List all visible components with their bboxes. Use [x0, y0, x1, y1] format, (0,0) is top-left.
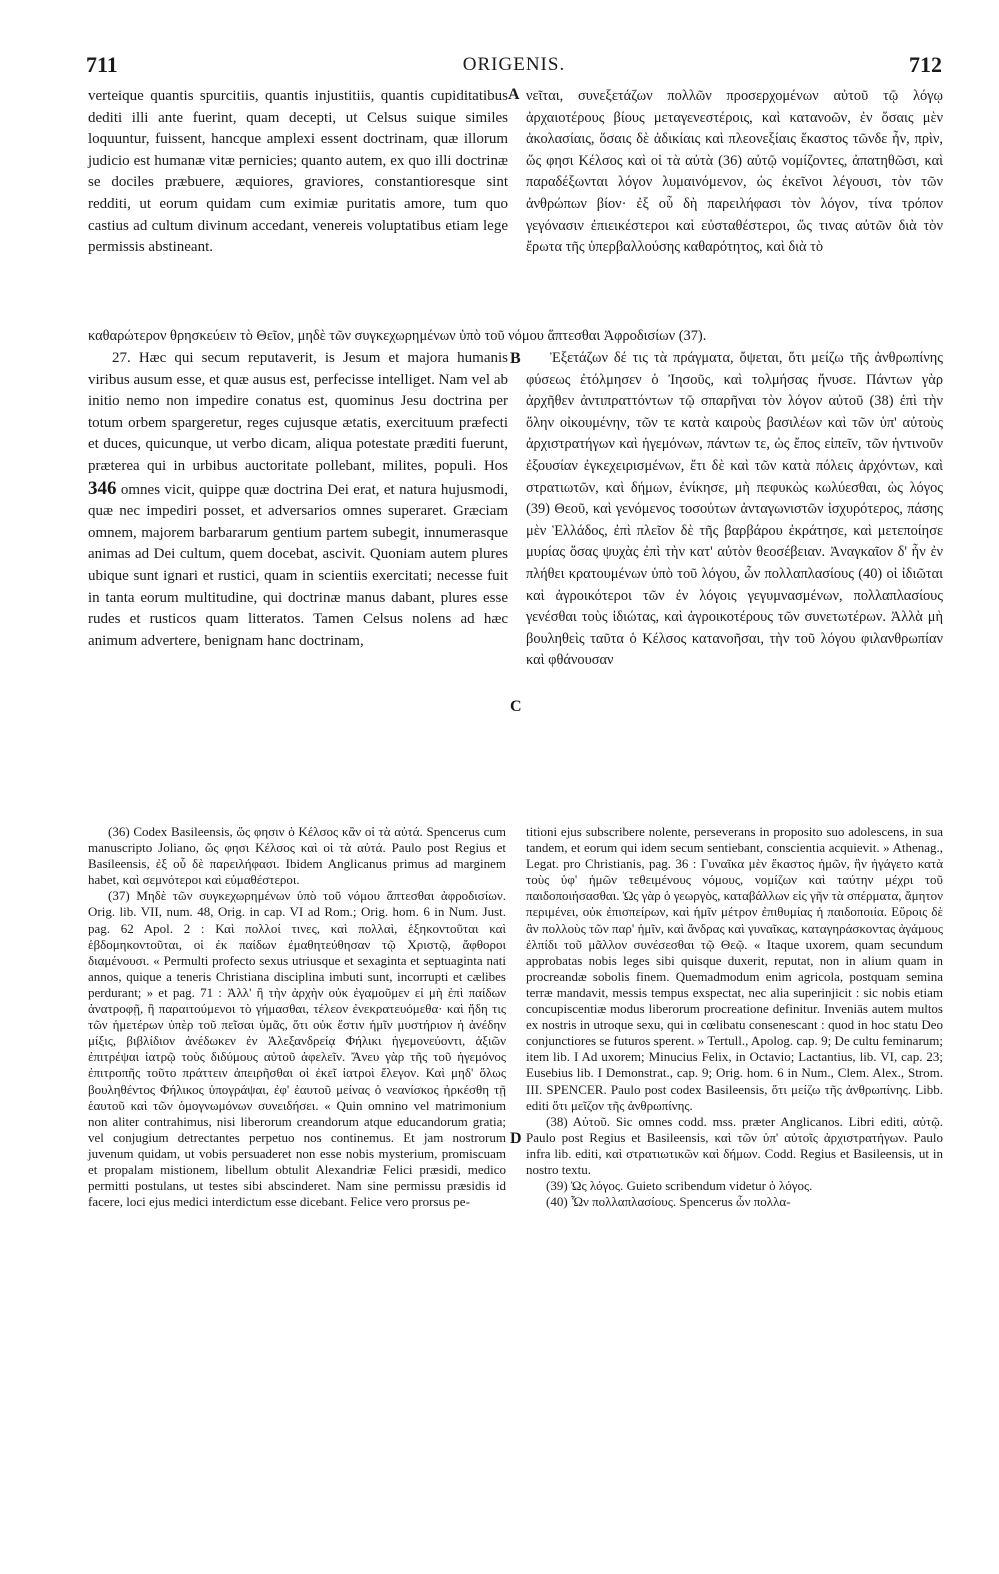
edition-column-number: 346 [88, 477, 117, 499]
margin-letter-c: C [510, 698, 522, 715]
latin-column-top [88, 86, 508, 259]
greek-paragraph-27: Ἐξετάζων δέ τις τὰ πράγματα, ὄψεται, ὅτι μείζω τῆς ἀνθρωπίνης φύσεως ἐτόλμησεν ὁ Ἰησοῦς, καὶ τολμήσας ἤνυσε. Πάντων γὰρ ἀρχῆθεν ἀντιπραττόντων τῷ σπαρῆναι τὸν λόγον αὐτοῦ (38) ἐπὶ τὴν ὅλην οἰκουμένην, τῶν τε κατὰ καιροὺς βασιλέων καὶ τῶν ὑπ' αὐτοὺς ἀρχιστρατήγων καὶ ἡγεμόνων, πάντων τε, ὡς ἔπος εἰπεῖν, τῶν ἡντινοῦν ἐξουσίαν ἐγκεχειρισμένων, ἔτι δὲ καὶ τῶν κατὰ πόλεις ἀρχόντων, καὶ στρατιωτῶν, καὶ δήμων, ἐνίκησε, μὴ πεφυκὼς κωλύεσθαι, ὡς λόγος (39) Θεοῦ, καὶ γενόμενος τοσούτων ἀνταγωνιστῶν ἰσχυρότερος, πάσης μὲν Ἑλλάδος, ἐπὶ πλεῖον δὲ τῆς βαρβάρου ἐκράτησε, καὶ μετεποίησε μυρίας ὅσας ψυχὰς ἐπὶ τὴν κατ' αὐτὸν θεοσέβειαν. Ἀναγκαῖον δ' ἦν ἐν πλήθει κρατουμένων ὑπὸ τοῦ λόγου, ὧν πολλαπλασίους (40) οἱ ἰδιῶται καὶ ἀγροικότεροι τῶν ἐν λόγοις γεγυμνασμένων, πολλαπλασίους γενέσθαι τοὺς ἰδιώτας, καὶ ἀγροικοτέρους τῶν συνετωτέρων. Ἀλλὰ μὴ βουληθεὶς ταῦτα ὁ Κέλσος κατανοῆσαι, τὴν τοῦ λόγου φιλανθρωπίαν καὶ φθάνουσαν [526, 350, 943, 669]
margin-letter-a: A [508, 86, 520, 103]
greek-full-width-line: καθαρώτερον θρησκεύειν τὸ Θεῖον, μηδὲ τῶν συγκεχωρημένων ὑπὸ τοῦ νόμου ἅπτεσθαι Ἀφροδισίων (37). [88, 328, 707, 344]
margin-letter-b: B [510, 350, 521, 367]
footnotes-left [88, 824, 506, 1210]
greek-column-27 [526, 348, 943, 672]
footnote-37: (37) Μηδὲ τῶν συγκεχωρημένων ὑπὸ τοῦ νόμου ἅπτεσθαι ἀφροδισίων. Orig. lib. VII, num. 48, Orig. in cap. VI ad Rom.; Orig. hom. 6 in Num. Just. pag. 62 Apol. 2 : Καὶ πολλοί τινες, καὶ πολλαὶ, ἑξηκοντοῦται καὶ ἑβδομηκοντοῦται, οἱ ἐκ παίδων ἐμαθητεύθησαν τῷ Χριστῷ, ἄφθοροι διαμένουσι. « Permulti profecto sexus utriusque et sexaginta et septuaginta nati annos, quique a teneris Christiana disciplina imbuti sunt, incorrupti et cælibes perdurant; » et pag. 71 : Ἀλλ' ἢ τὴν ἀρχὴν οὐκ ἐγαμοῦμεν εἰ μὴ ἐπὶ παίδων ἀνατροφῇ, ἢ παραιτούμενοι τὸ γήμασθαι, τέλεον ἐνεκρατευόμεθα· καὶ ἤδη τις τῶν ἡμετέρων ὑπὲρ τοῦ πεῖσαι ὑμᾶς, ὅτι οὐκ ἔστιν ἡμῖν μυστήριον ἡ ἀνέδην μίξις, βιβλίδιον ἀνέδωκεν ἐν Ἀλεξανδρείᾳ Φήλικι ἡγεμονεύοντι, ἀξιῶν ἐπιτρέψαι ἰατρῷ τοὺς διδύμους αὐτοῦ ἀφελεῖν. Ἄνευ γὰρ τῆς τοῦ ἡγεμόνος ἐπιτροπῆς τοῦτο πράττειν ἀπειρῆσθαι οἱ ἐκεῖ ἰατροὶ ἔλεγον. Καὶ μηδ' ὅλως βουληθέντος Φήλικος ὑπογράψαι, ἐφ' ἑαυτοῦ μείνας ὁ νεανίσκος ἠρκέσθη τῇ ἑαυτοῦ καὶ τῶν ὁμογνωμόνων συνειδήσει. « Quin omnino vel matrimonium non aliter contrahimus, nisi liberorum creandorum atque educandorum gratia; vel conjugium detrectantes perpetuo nos continemus. Et jam nostrorum juvenum quidam, ut vobis persuaderet non esse nobis mysterium, promiscuam et propalam mistionem, libellum obtulit Alexandriæ Felici præsidi, medico permitti postulans, ut testes sibi abscinderet. Nam sine permissu præsidis id facere, loci ejus medici interdictum esse dicebant. Felice vero prorsus pe- [88, 888, 506, 1210]
footnote-36: (36) Codex Basileensis, ὥς φησιν ὁ Κέλσος κἂν οἱ τὰ αὐτά. Spencerus cum manuscripto Joliano, ὥς φησι Κέλσος καὶ οἱ τὰ αὐτά. Paulo post Regius et Basileensis, ἐξ οὗ δὲ παρειλήφασι. Ibidem Anglicanus primus ad marginem habet, καὶ σεμνότεροι καὶ εὐμαθέστεροι. [88, 824, 506, 888]
page-number-right: 712 [909, 52, 942, 77]
margin-letter-d: D [510, 1130, 522, 1147]
page-number-left: 711 [86, 52, 118, 77]
footnote-40: (40) Ὧν πολλαπλασίους. Spencerus ὧν πολλα- [546, 1194, 791, 1210]
latin-paragraph-27 [88, 348, 508, 652]
footnote-38: (38) Αὐτοῦ. Sic omnes codd. mss. præter Anglicanos. Libri editi, αὐτῷ. Paulo post Regius et Basileensis, καὶ τῶν ὑπ' αὐτοῖς ἀρχιστρατήγων. Paulo infra lib. editi, καὶ στρατιωτικῶν καὶ δήμων. Codd. Regius et Basileensis, ut in nostro textu. [526, 1113, 943, 1177]
latin-27-text-b: omnes vicit, quippe quæ doctrina Dei erat, et natura hujusmodi, quæ nec impediri posset, et adversarios omnes superaret. Græciam omnem, majorem barbararum gentium partem subegit, innumerasque animas ad Dei cultum, quem docebat, ascivit. Quoniam autem plures ubique sunt ignari et rustici, quam in scientiis exercitati; necesse fuit in tanta eorum multitudine, qui doctrinæ manus dabant, plures esse rudes et rusticos quam litteratos. Tamen Celsus nolens ad hæc animum advertere, benignam hanc doctrinam, [88, 481, 509, 649]
greek-column-top [526, 86, 943, 259]
greek-paragraph-26: νεῖται, συνεξετάζων πολλῶν προσερχομένων αὐτοῦ τῷ λόγῳ ἀρχαιοτέρους βίους μεταγενεστέροις, καὶ κατανοῶν, ἐν ὅσαις μὲν ἀκολασίαις, ὅσαις δὲ ἀδικίαις καὶ πλεονεξίαις ἕκαστος τῶνδε ἦν, πρὶν, ὥς φησι Κέλσος καὶ οἱ τὰ αὐτὰ (36) αὐτῷ νομίζοντες, ἀπατηθῶσι, καὶ παραδέξωνται λόγον λυμαινόμενον, ὡς ἐκεῖνοι λέγουσι, τὸν τῶν ἀνθρώπων βίον· ἐξ οὗ δὴ παρειλήφασι τὸν λόγον, τίνα τρόπον γεγόνασιν ἐπιεικέστεροι καὶ εὐσταθέστεροι, ὥς τινας αὐτῶν διὰ τὸν ἔρωτα τῆς ὑπερβαλλούσης καθαρότητος, καὶ διὰ τὸ [526, 88, 943, 256]
latin-paragraph-26: verteique quantis spurcitiis, quantis injustitiis, quantis cupiditatibus dediti illi ante fuerint, quam decepti, ut Celsus suique similes loquuntur, fuissent, hancque amplexi essent doctrinam, quæ illorum judicio est humanæ vitæ pernicies; quanto autem, ex quo illi doctrinæ se dociles præbuere, æquiores, graviores, constantioresque sint redditi, ut eorum quidam cum eximiæ puritatis amore, tum quo castius ad cultum divinum accedant, venereis voluptatibus etiam lege permissis abstineant. [88, 88, 508, 256]
page-header [86, 52, 942, 82]
footnotes-right [526, 824, 943, 1210]
running-head: ORIGENIS. [462, 54, 566, 75]
latin-27-text-a: 27. Hæc qui secum reputaverit, is Jesum et majora humanis viribus ausum esse, et quæ ausus est, perfecisse intelliget. Nam vel ab initio nemo non impedire conatus est, quominus Jesu doctrina per totum orbem spargeretur, reges cujusque ætatis, exercituum præfecti et duces, quicunque, ut verbo dicam, aliqua potestate præditi fuerunt, prætereа qui in urbibus auctoritate pollebant, milites, populi. Hos [88, 350, 508, 474]
latin-column-27 [88, 348, 508, 652]
footnote-37-continued: titioni ejus subscribere nolente, perseverans in proposito suo adolescens, in sua tandem, et eorum qui idem secum sentiebant, conscientia acquievit. » Athenag., Legat. pro Christianis, pag. 36 : Γυναῖκα μὲν ἕκαστος ἡμῶν, ἣν ἠγάγετο κατὰ τοὺς ὑφ' ἡμῶν τεθειμένους νόμους, νομίζων καὶ ταύτην μέχρι τοῦ παιδοποιήσασθαι. Ὡς γὰρ ὁ γεωργὸς, καταβάλλων εἰς γῆν τὰ σπέρματα, ἄμητον περιμένει, οὐκ ἐπισπείρων, καὶ ἡμῖν μέτρον ἐπιθυμίας ἡ παιδοποιία. Εὕροις δὲ ἂν πολλοὺς τῶν παρ' ἡμῖν, καὶ ἄνδρας καὶ γυναῖκας, καταγηράσκοντας ἀγάμους ἐλπίδι τοῦ μᾶλλον συνέσεσθαι τῷ Θεῷ. « Itaque uxorem, quam secundum approbatas nobis leges sibi quisque duxerit, reputat, non in alium quam in procreandæ sobolis finem. Quemadmodum enim agricola, postquam semina terræ mandavit, messis tempus exspectat, nec alia superinjicit : sic nobis etiam concupiscentiæ modus liberorum procreatione definitur. Inveniās autem multos ex nostris in utroque sexu, qui in cœlibatu consenescant : quod in hoc statu Deo conjunctiores se futuros sperent. » Tertull., Apolog. cap. 9; De cultu feminarum; item lib. I Ad uxorem; Minucius Felix, in Octavio; Lactantius, lib. VI, cap. 23; Eusebius lib. I Demonstrat., cap. 9; Orig. hom. 6 in Num., Clem. Alex., Strom. III. SPENCER. Paulo post codex Basileensis, ὅτι μείζω τῆς ἀνθρωπίνης. Libb. editi ὅτι μεῖζον τῆς ἀνθρωπίνης. [526, 824, 943, 1113]
footnote-39: (39) Ὡς λόγος. Guieto scribendum videtur ὁ λόγος. [546, 1178, 813, 1194]
